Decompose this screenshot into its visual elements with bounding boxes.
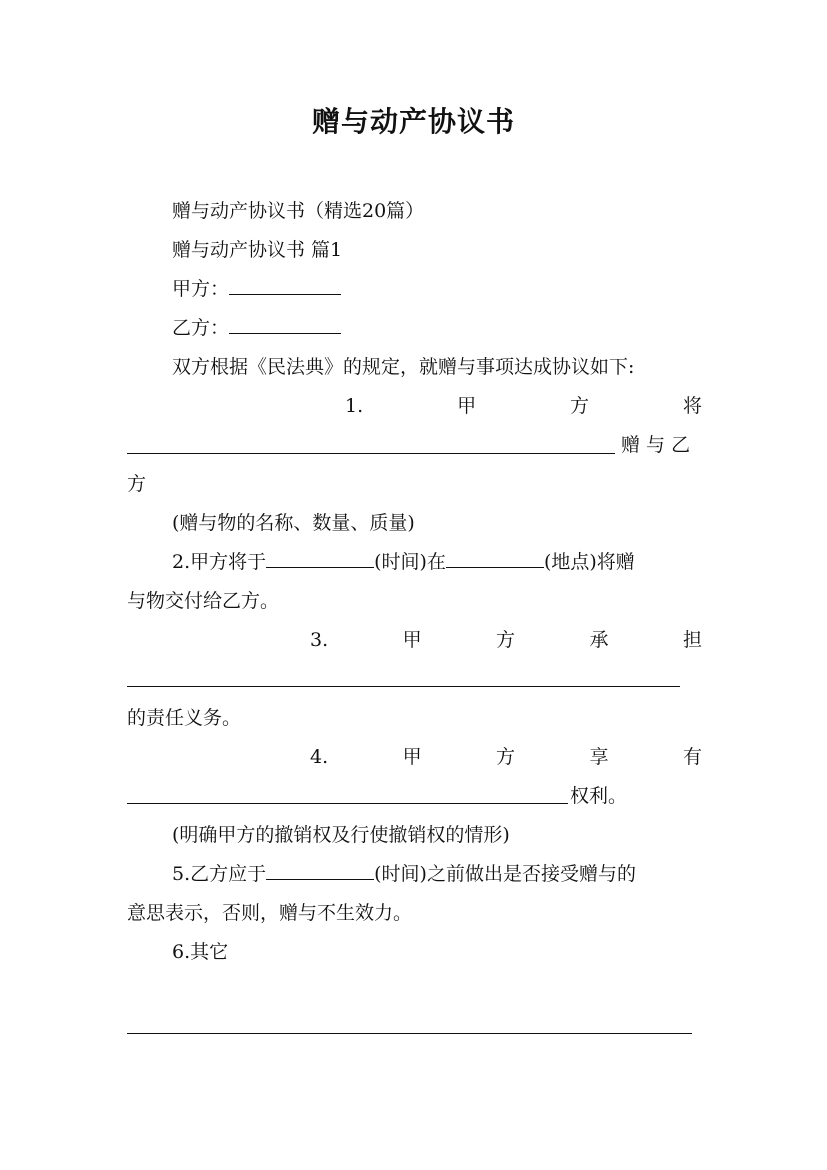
party-b-label: 乙方： (172, 317, 230, 339)
clause4-word: 享 (589, 746, 609, 768)
clause5-time-blank (266, 861, 374, 880)
clause4-word: 4. (310, 746, 329, 768)
party-a-blank (229, 276, 341, 295)
clause2-time-blank (266, 549, 374, 568)
clause1-word: 1. (345, 395, 364, 417)
clause4-spread (310, 744, 702, 770)
clause2-line (172, 549, 635, 575)
clause1-word: 甲 (457, 395, 477, 417)
clause2-part3: (地点)将赠 (543, 551, 635, 573)
clause1-word: 将 (682, 395, 702, 417)
clause6-label: 6.其它 (172, 941, 229, 963)
clause1-wrap: 方 (127, 473, 147, 495)
clause5-part2: (时间)之前做出是否接受赠与的 (374, 863, 636, 885)
clause4-word: 甲 (402, 746, 422, 768)
clause4-note: (明确甲方的撤销权及行使撤销权的情形) (172, 824, 510, 846)
clause3-word: 3. (310, 629, 329, 651)
clause4-tail: 权利。 (570, 785, 628, 807)
party-b-line (172, 315, 341, 341)
clause3-spread (310, 627, 702, 653)
clause5-wrap: 意思表示，否则，赠与不生效力。 (127, 902, 413, 924)
clause1-tail: 赠 与 乙 (621, 434, 691, 456)
clause2-place-blank (446, 549, 544, 568)
clause2-part2: (时间)在 (374, 551, 446, 573)
clause2-wrap: 与物交付给乙方。 (127, 590, 280, 612)
clause3-blank (127, 686, 680, 687)
article-heading: 赠与动产协议书 篇1 (172, 239, 343, 261)
clause4-blank (127, 803, 568, 804)
clause3-word: 担 (682, 629, 702, 651)
clause6-blank (127, 1033, 692, 1034)
clause1-word: 方 (570, 395, 590, 417)
clause3-word: 方 (496, 629, 516, 651)
clause1-note: (赠与物的名称、数量、质量) (172, 512, 415, 534)
clause5-line (172, 861, 636, 887)
intro-paragraph: 双方根据《民法典》的规定，就赠与事项达成协议如下: (172, 356, 635, 378)
clause1-spread (345, 393, 702, 419)
party-b-blank (229, 315, 341, 334)
clause5-part1: 5.乙方应于 (172, 863, 267, 885)
subtitle: 赠与动产协议书（精选20篇） (172, 200, 425, 222)
clause4-word: 方 (496, 746, 516, 768)
clause3-word: 承 (589, 629, 609, 651)
clause2-part1: 2.甲方将于 (172, 551, 267, 573)
clause4-word: 有 (682, 746, 702, 768)
clause3-wrap: 的责任义务。 (127, 707, 242, 729)
party-a-label: 甲方： (172, 278, 230, 300)
clause3-word: 甲 (402, 629, 422, 651)
document-title: 赠与动产协议书 (311, 105, 515, 138)
party-a-line (172, 276, 341, 302)
clause1-blank (127, 453, 615, 454)
